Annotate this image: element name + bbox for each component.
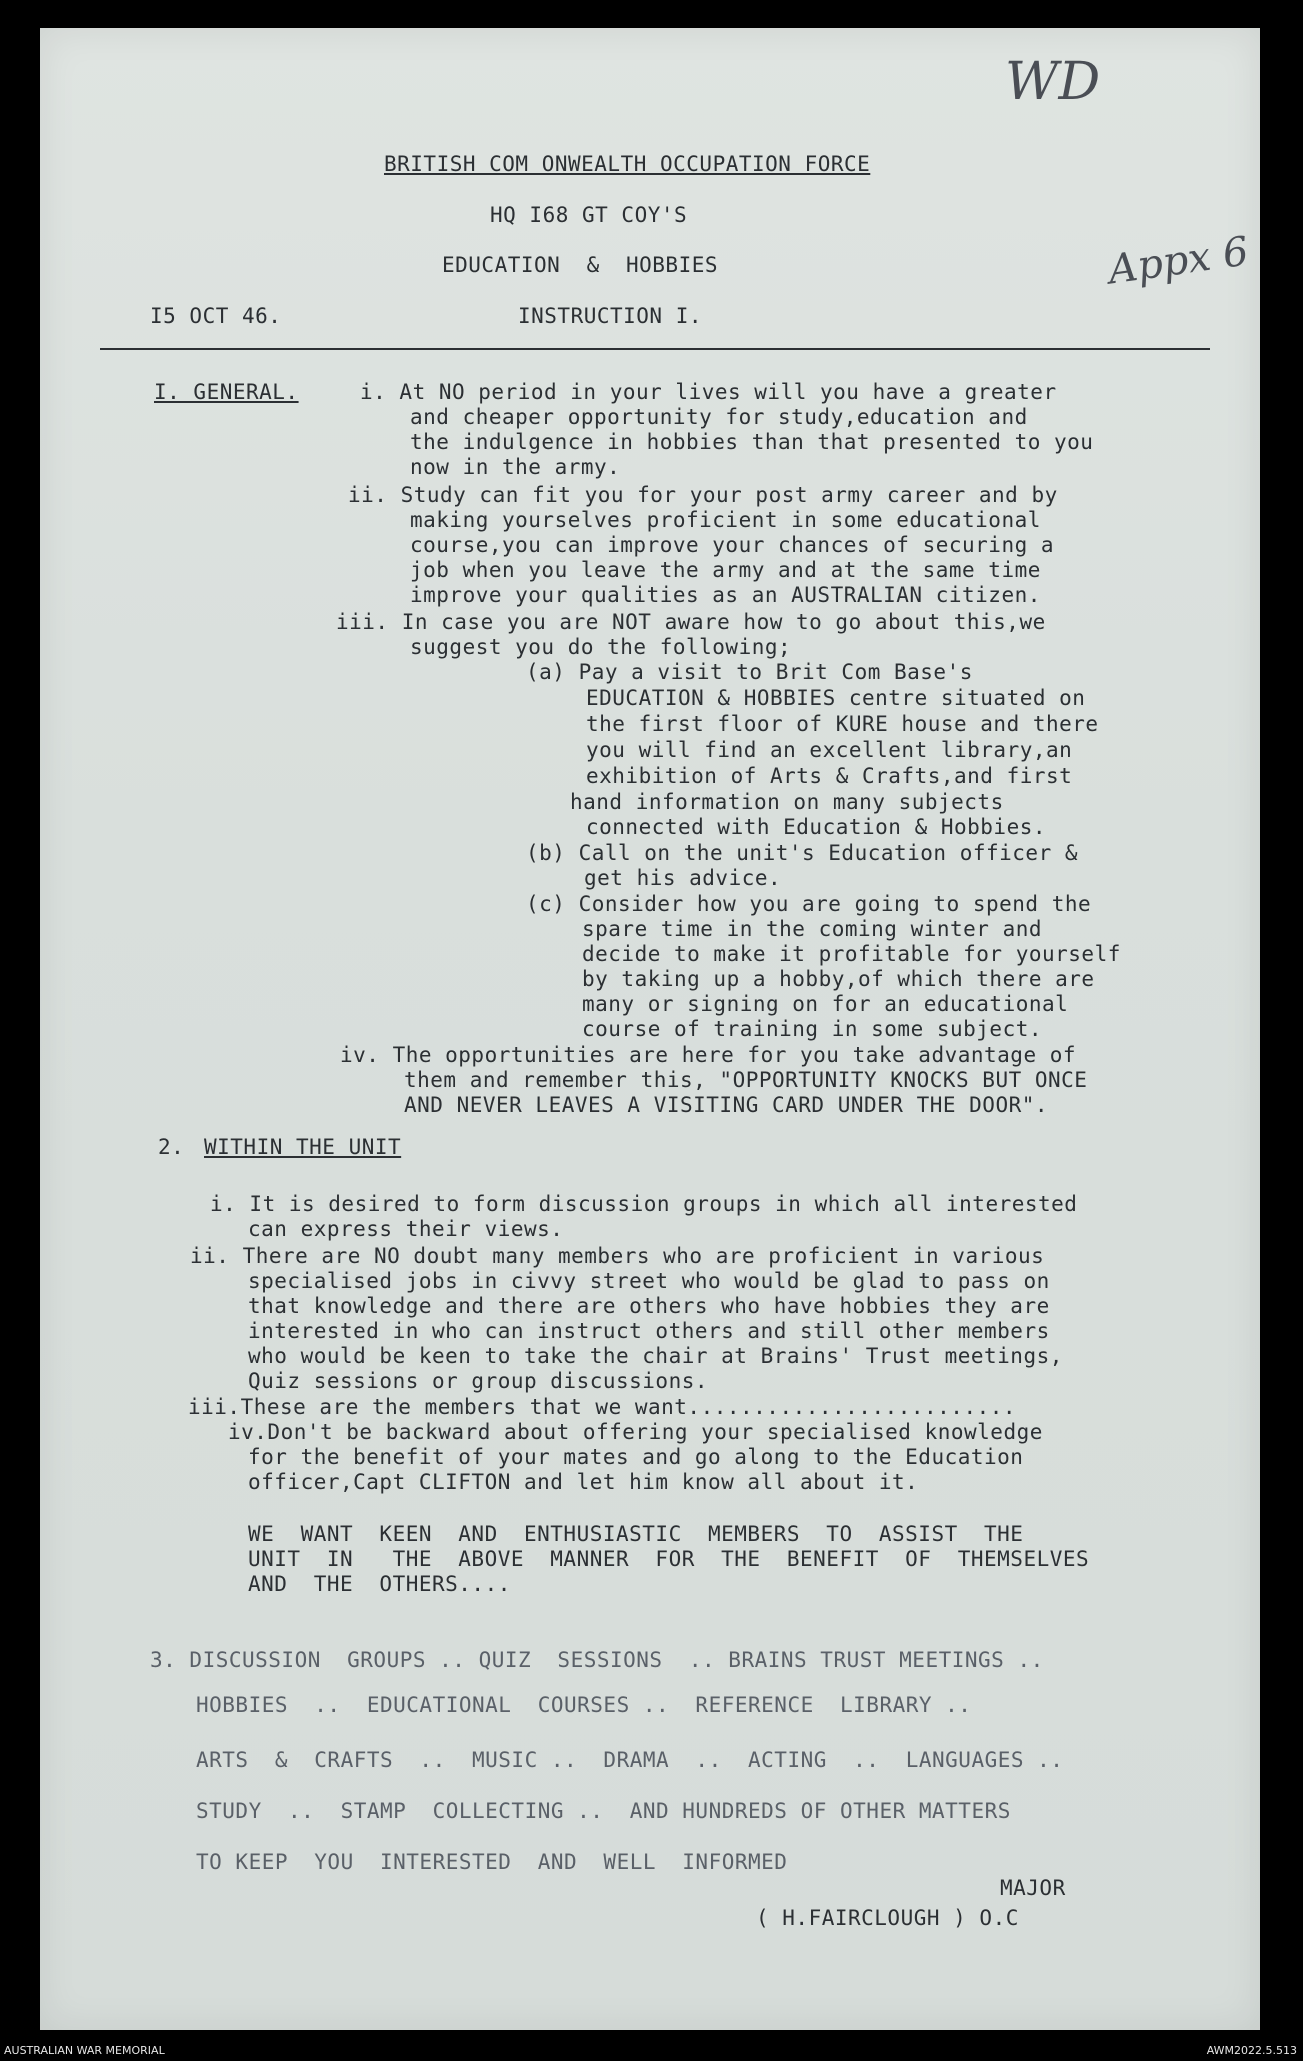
signature-rank: MAJOR <box>1000 1876 1066 1900</box>
text-line: making yourselves proficient in some educational <box>410 508 1041 532</box>
text-line: them and remember this, "OPPORTUNITY KNOCKS BUT ONCE <box>404 1068 1088 1092</box>
text-line: iv. The opportunities are here for you take advantage of <box>340 1043 1077 1067</box>
header-unit: HQ I68 GT COY'S <box>490 203 688 227</box>
text-line: 3. DISCUSSION GROUPS .. QUIZ SESSIONS .. BRAINS TRUST MEETINGS .. <box>150 1648 1044 1672</box>
text-line: who would be keen to take the chair at Brains' Trust meetings, <box>248 1344 1063 1368</box>
archive-footer <box>0 2041 1303 2061</box>
text-line: officer,Capt CLIFTON and let him know all about it. <box>248 1470 919 1494</box>
section-heading-general: I. GENERAL. <box>154 380 299 404</box>
text-line: ii. There are NO doubt many members who are proficient in various <box>190 1244 1045 1268</box>
instruction-number: INSTRUCTION I. <box>518 304 703 328</box>
text-line: i. It is desired to form discussion groups in which all interested <box>210 1192 1078 1216</box>
text-line: (b) Call on the unit's Education officer & <box>526 841 1079 865</box>
text-line: and cheaper opportunity for study,education and <box>410 405 1028 429</box>
text-line: iv.Don't be backward about offering your specialised knowledge <box>228 1420 1043 1444</box>
section-heading-within-unit: WITHIN THE UNIT <box>204 1135 402 1159</box>
text-line: job when you leave the army and at the same time <box>410 558 1041 582</box>
text-line: spare time in the coming winter and <box>582 917 1043 941</box>
text-line: course of training in some subject. <box>582 1017 1043 1041</box>
header-subject: EDUCATION & HOBBIES <box>442 253 719 277</box>
text-line: course,you can improve your chances of securing a <box>410 533 1055 557</box>
text-line: WE WANT KEEN AND ENTHUSIASTIC MEMBERS TO ASSIST THE <box>248 1522 1024 1546</box>
text-line: exhibition of Arts & Crafts,and first <box>586 764 1073 788</box>
text-line: now in the army. <box>410 455 621 479</box>
text-line: Quiz sessions or group discussions. <box>248 1369 709 1393</box>
text-line: TO KEEP YOU INTERESTED AND WELL INFORMED <box>196 1850 788 1874</box>
text-line: UNIT IN THE ABOVE MANNER FOR THE BENEFIT OF THEMSELVES <box>248 1547 1090 1571</box>
header-force-title: BRITISH COM ONWEALTH OCCUPATION FORCE <box>384 152 871 176</box>
handwritten-appendix-note: Appx 6 <box>1105 228 1252 294</box>
text-line: (a) Pay a visit to Brit Com Base's <box>526 660 973 684</box>
text-line: improve your qualities as an AUSTRALIAN citizen. <box>410 583 1041 607</box>
text-line: get his advice. <box>584 866 782 890</box>
handwritten-initials: WD <box>1005 52 1101 112</box>
text-line: for the benefit of your mates and go along to the Education <box>248 1445 1024 1469</box>
text-line: the first floor of KURE house and there <box>586 712 1099 736</box>
text-line: that knowledge and there are others who have hobbies they are <box>248 1294 1050 1318</box>
text-line: STUDY .. STAMP COLLECTING .. AND HUNDREDS OF OTHER MATTERS <box>196 1799 1011 1823</box>
document-date: I5 OCT 46. <box>150 304 282 328</box>
text-line: you will find an excellent library,an <box>586 738 1073 762</box>
text-line: can express their views. <box>248 1217 564 1241</box>
text-line: ARTS & CRAFTS .. MUSIC .. DRAMA .. ACTING .. LANGUAGES .. <box>196 1748 1064 1772</box>
text-line: iii. In case you are NOT aware how to go about this,we <box>336 610 1046 634</box>
footer-reference: AWM2022.5.513 <box>1206 2044 1297 2057</box>
text-line: by taking up a hobby,of which there are <box>582 967 1095 991</box>
text-line: i. At NO period in your lives will you have a greater <box>360 380 1057 404</box>
text-line: suggest you do the following; <box>410 635 792 659</box>
text-line: the indulgence in hobbies than that presented to you <box>410 430 1094 454</box>
text-line: many or signing on for an educational <box>582 992 1069 1016</box>
text-line: ii. Study can fit you for your post army career and by <box>348 483 1058 507</box>
footer-institution: AUSTRALIAN WAR MEMORIAL <box>4 2044 165 2057</box>
text-line: specialised jobs in civvy street who would be glad to pass on <box>248 1269 1050 1293</box>
text-line: EDUCATION & HOBBIES centre situated on <box>586 686 1086 710</box>
header-divider <box>100 348 1210 350</box>
text-line: iii.These are the members that we want......................... <box>188 1395 1017 1419</box>
text-line: interested in who can instruct others and still other members <box>248 1319 1050 1343</box>
text-line: AND NEVER LEAVES A VISITING CARD UNDER THE DOOR". <box>404 1093 1049 1117</box>
text-line: (c) Consider how you are going to spend the <box>526 892 1092 916</box>
signature-name: ( H.FAIRCLOUGH ) O.C <box>756 1906 1019 1930</box>
text-line: HOBBIES .. EDUCATIONAL COURSES .. REFERENCE LIBRARY .. <box>196 1693 972 1717</box>
text-line: hand information on many subjects <box>570 790 1004 814</box>
text-line: AND THE OTHERS.... <box>248 1572 511 1596</box>
text-line: connected with Education & Hobbies. <box>586 815 1047 839</box>
section-number: 2. <box>158 1135 185 1159</box>
text-line: decide to make it profitable for yourself <box>582 942 1121 966</box>
